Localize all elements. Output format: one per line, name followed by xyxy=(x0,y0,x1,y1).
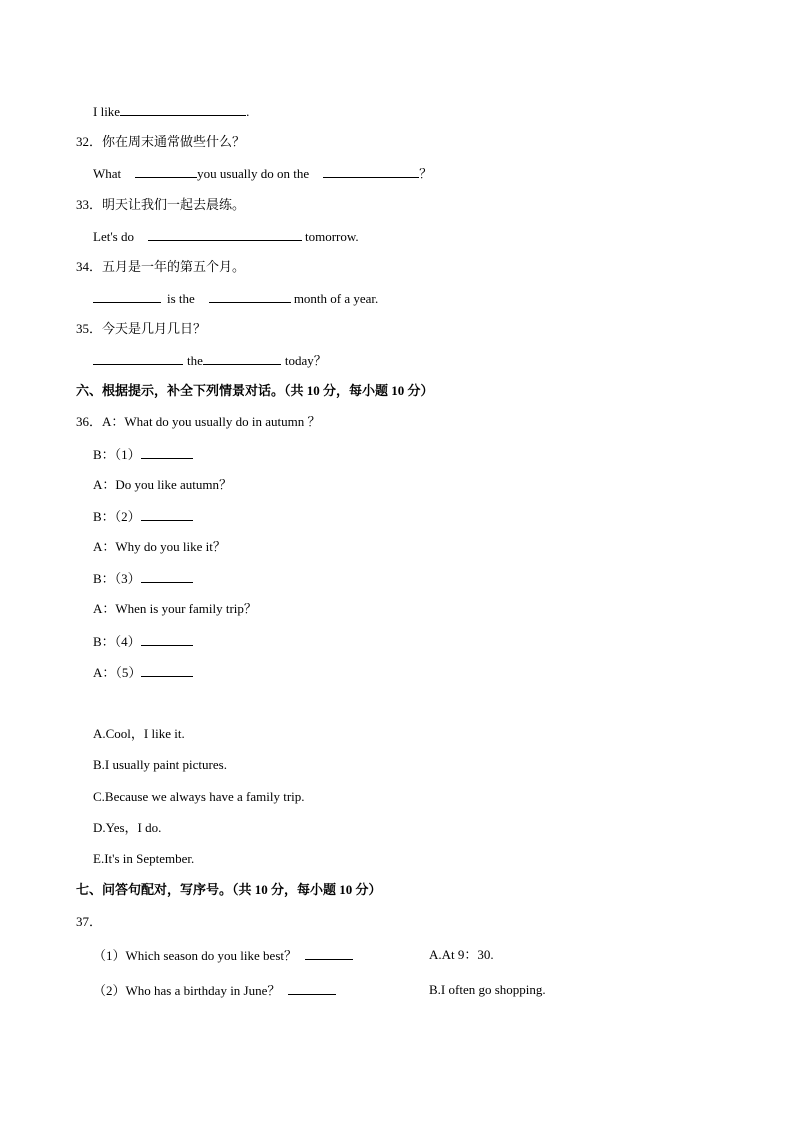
q36-option-b: B.I usually paint pictures. xyxy=(93,757,227,772)
q35-blank-1[interactable] xyxy=(93,352,183,365)
q37-right-answer-a: A.At 9：30. xyxy=(429,947,494,962)
q37-blank-2[interactable] xyxy=(288,982,336,995)
q32-word3: ？ xyxy=(419,166,433,181)
q34-chinese: 五月是一年的第五个月。 xyxy=(102,259,246,274)
q36-dialog-row-6 xyxy=(93,601,257,617)
q31-prefix: I like xyxy=(93,104,121,119)
q37-blank-1[interactable] xyxy=(305,947,353,960)
q36-blank-5[interactable] xyxy=(141,664,193,677)
q36-number: 36． xyxy=(76,414,103,429)
q36-blank-1[interactable] xyxy=(141,446,193,459)
q35-answer-line xyxy=(93,352,327,369)
q33-word1: Let's do xyxy=(93,229,134,244)
q37-left-question-1: （1）Which season do you like best？ xyxy=(93,948,297,963)
q35-question xyxy=(76,321,206,337)
q36-dialog-line-7: B：（4） xyxy=(93,634,141,649)
q36-dialog-line-8: A：（5） xyxy=(93,665,142,680)
q36-dialog-line-4: A：Why do you like it？ xyxy=(93,539,226,554)
q34-blank-1[interactable] xyxy=(93,290,161,303)
q35-word1: the xyxy=(187,353,203,368)
q36-dialog-line-2: A：Do you like autumn？ xyxy=(93,477,233,492)
q37-right-answer-b: B.I often go shopping. xyxy=(429,982,546,997)
q33-number: 33． xyxy=(76,197,103,212)
q36-dialog-row-3 xyxy=(93,508,193,525)
q36-blank-4[interactable] xyxy=(141,633,193,646)
q33-question xyxy=(76,197,245,213)
q37-number: 37． xyxy=(76,914,103,929)
q36-blank-2[interactable] xyxy=(141,508,193,521)
section-7-heading: 七、问答句配对，写序号。（共 10 分，每小题 10 分） xyxy=(76,882,382,897)
q34-question xyxy=(76,259,245,275)
q36-dialog-line-6: A：When is your family trip？ xyxy=(93,601,257,616)
q35-blank-2[interactable] xyxy=(203,352,281,365)
q32-blank-2[interactable] xyxy=(323,165,419,178)
q34-blank-2[interactable] xyxy=(209,290,291,303)
q33-answer-line xyxy=(93,228,359,245)
q36-first-line xyxy=(76,414,320,430)
q36-option-e: E.It's in September. xyxy=(93,851,195,866)
q32-question xyxy=(76,134,245,150)
q36-dialog-line-0: A：What do you usually do in autumn ？ xyxy=(102,414,321,429)
q34-word2: month of a year. xyxy=(293,291,379,306)
q36-dialog-line-5: B：（3） xyxy=(93,571,141,586)
q32-number: 32． xyxy=(76,134,103,149)
q32-answer-line xyxy=(93,165,432,182)
q31-suffix: . xyxy=(246,104,250,119)
q35-number: 35． xyxy=(76,321,103,336)
q36-dialog-row-5 xyxy=(93,570,193,587)
q36-dialog-row-8 xyxy=(93,664,193,681)
q33-blank[interactable] xyxy=(148,228,302,241)
q36-blank-3[interactable] xyxy=(141,570,193,583)
q35-word2: today？ xyxy=(284,353,327,368)
q33-word2: tomorrow. xyxy=(304,229,359,244)
q32-blank-1[interactable] xyxy=(135,165,197,178)
q34-answer-line xyxy=(93,290,378,307)
q36-dialog-row-7 xyxy=(93,633,193,650)
q32-word1: What xyxy=(93,166,122,181)
q36-dialog-row-1 xyxy=(93,446,193,463)
q32-chinese: 你在周末通常做些什么？ xyxy=(102,134,246,149)
q35-chinese: 今天是几月几日？ xyxy=(102,321,207,336)
q34-word1: is the xyxy=(167,291,195,306)
q37-left-row-1 xyxy=(93,947,353,964)
q36-dialog-line-1: B：（1） xyxy=(93,447,141,462)
q32-word2: you usually do on the xyxy=(197,166,310,181)
q36-option-c: C.Because we always have a family trip. xyxy=(93,789,305,804)
q33-chinese: 明天让我们一起去晨练。 xyxy=(102,197,246,212)
section-6-heading: 六、根据提示，补全下列情景对话。（共 10 分，每小题 10 分） xyxy=(76,383,434,398)
q37-left-row-2 xyxy=(93,982,336,999)
q34-number: 34． xyxy=(76,259,103,274)
q36-dialog-line-3: B：（2） xyxy=(93,509,141,524)
q36-dialog-row-2 xyxy=(93,477,232,493)
q31-blank[interactable] xyxy=(120,103,246,116)
q31-answer-line xyxy=(93,103,249,120)
q36-option-a: A.Cool，I like it. xyxy=(93,726,185,741)
q36-option-d: D.Yes，I do. xyxy=(93,820,162,835)
q36-dialog-row-4 xyxy=(93,539,226,555)
q37-left-question-2: （2）Who has a birthday in June？ xyxy=(93,983,281,998)
